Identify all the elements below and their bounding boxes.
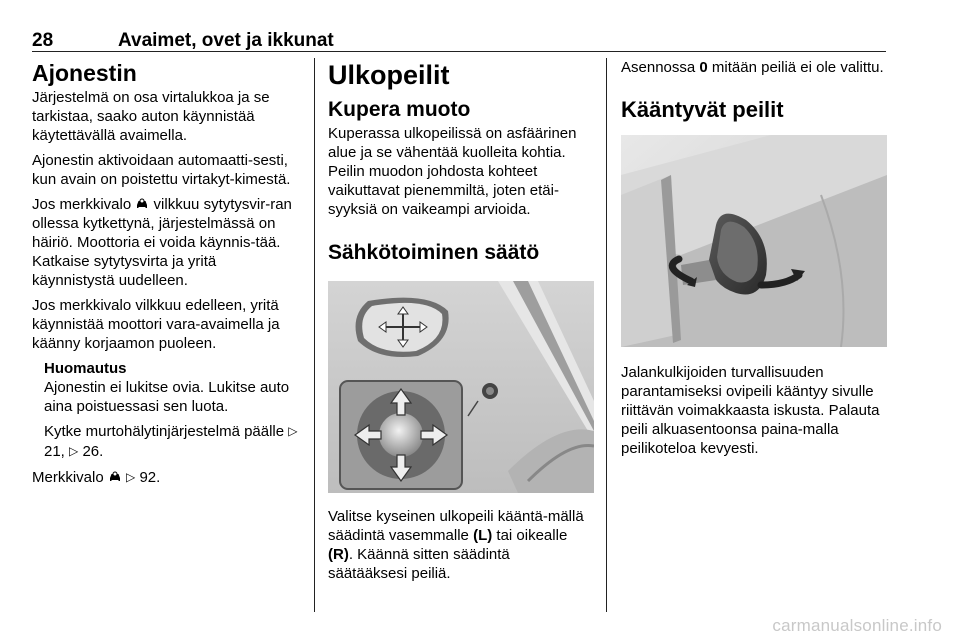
note-box	[32, 359, 300, 462]
paragraph: Ajonestin aktivoidaan automaatti-sesti, kun avain on poistettu virtakyt-kimestä.	[32, 152, 291, 188]
subheading-electric-adjustment: Sähkötoiminen säätö	[328, 241, 540, 264]
paragraph: Järjestelmä on osa virtalukkoa ja se tarkistaa, saako auton käynnistää käytettävällä avaimella.	[32, 89, 270, 144]
note-paragraph: Kytke murtohälytinjärjestelmä päälle ▷ 21, ▷ 26.	[44, 423, 298, 460]
paragraph: Jalankulkijoiden turvallisuuden parantamiseksi ovipeili kääntyy sivulle riittävän voimakkaasta iskusta. Palauta peili alkuasentoonsa paina-malla peilikoteloa kevyesti.	[621, 364, 880, 457]
car-key-icon	[108, 471, 122, 483]
car-key-icon	[135, 198, 149, 210]
paragraph: Asennossa 0 mitään peiliä ei ole valittu.	[621, 59, 884, 76]
mirror-adjustment-illustration	[328, 281, 594, 493]
paragraph: Merkkivalo ▷ 92.	[32, 469, 161, 486]
folding-mirror-illustration	[621, 135, 887, 347]
column-exterior-mirrors	[328, 58, 592, 589]
watermark: carmanualsonline.info	[772, 616, 942, 635]
note-paragraph: Ajonestin ei lukitse ovia. Lukitse auto aina poistuessasi sen luota.	[44, 379, 290, 415]
note-title: Huomautus	[44, 360, 127, 377]
page-header	[32, 30, 886, 52]
triangle-arrow-icon: ▷	[126, 470, 136, 484]
paragraph: Jos merkkivalo vilkkuu edelleen, yritä käynnistää moottori vara-avaimella ja käänny korjaamon puoleen.	[32, 297, 280, 352]
paragraph: Jos merkkivalo vilkkuu sytytysvir-ran ollessa kytkettynä, järjestelmässä on häiriö. Moottoria ei voida käynnis-tää. Katkaise sytytysvirta ja yritä käynnistystä uudelleen.	[32, 196, 292, 289]
page-number: 28	[32, 30, 54, 51]
paragraph: Kuperassa ulkopeilissä on asfäärinen alue ja se vähentää kuolleita kohtia. Peilin muodon johdosta kohteet vaikuttavat pienemmiltä, joten etäi-syyksiä on vaikeampi arvioida.	[328, 125, 577, 218]
section-heading-mirrors: Ulkopeilit	[328, 60, 450, 90]
column-immobilizer	[32, 58, 300, 494]
column-divider-1	[314, 58, 315, 612]
triangle-arrow-icon: ▷	[69, 444, 79, 458]
column-divider-2	[606, 58, 607, 612]
chapter-title: Avaimet, ovet ja ikkunat	[118, 30, 334, 51]
section-heading-folding: Kääntyvät peilit	[621, 97, 784, 122]
subheading-convex: Kupera muoto	[328, 98, 471, 121]
paragraph: Valitse kyseinen ulkopeili kääntä-mällä säädintä vasemmalle (L) tai oikealle (R). Käännä sitten säädintä säätääksesi peiliä.	[328, 508, 584, 582]
column-folding-mirrors	[621, 58, 887, 464]
triangle-arrow-icon: ▷	[288, 424, 298, 438]
section-heading-immobilizer: Ajonestin	[32, 60, 137, 86]
